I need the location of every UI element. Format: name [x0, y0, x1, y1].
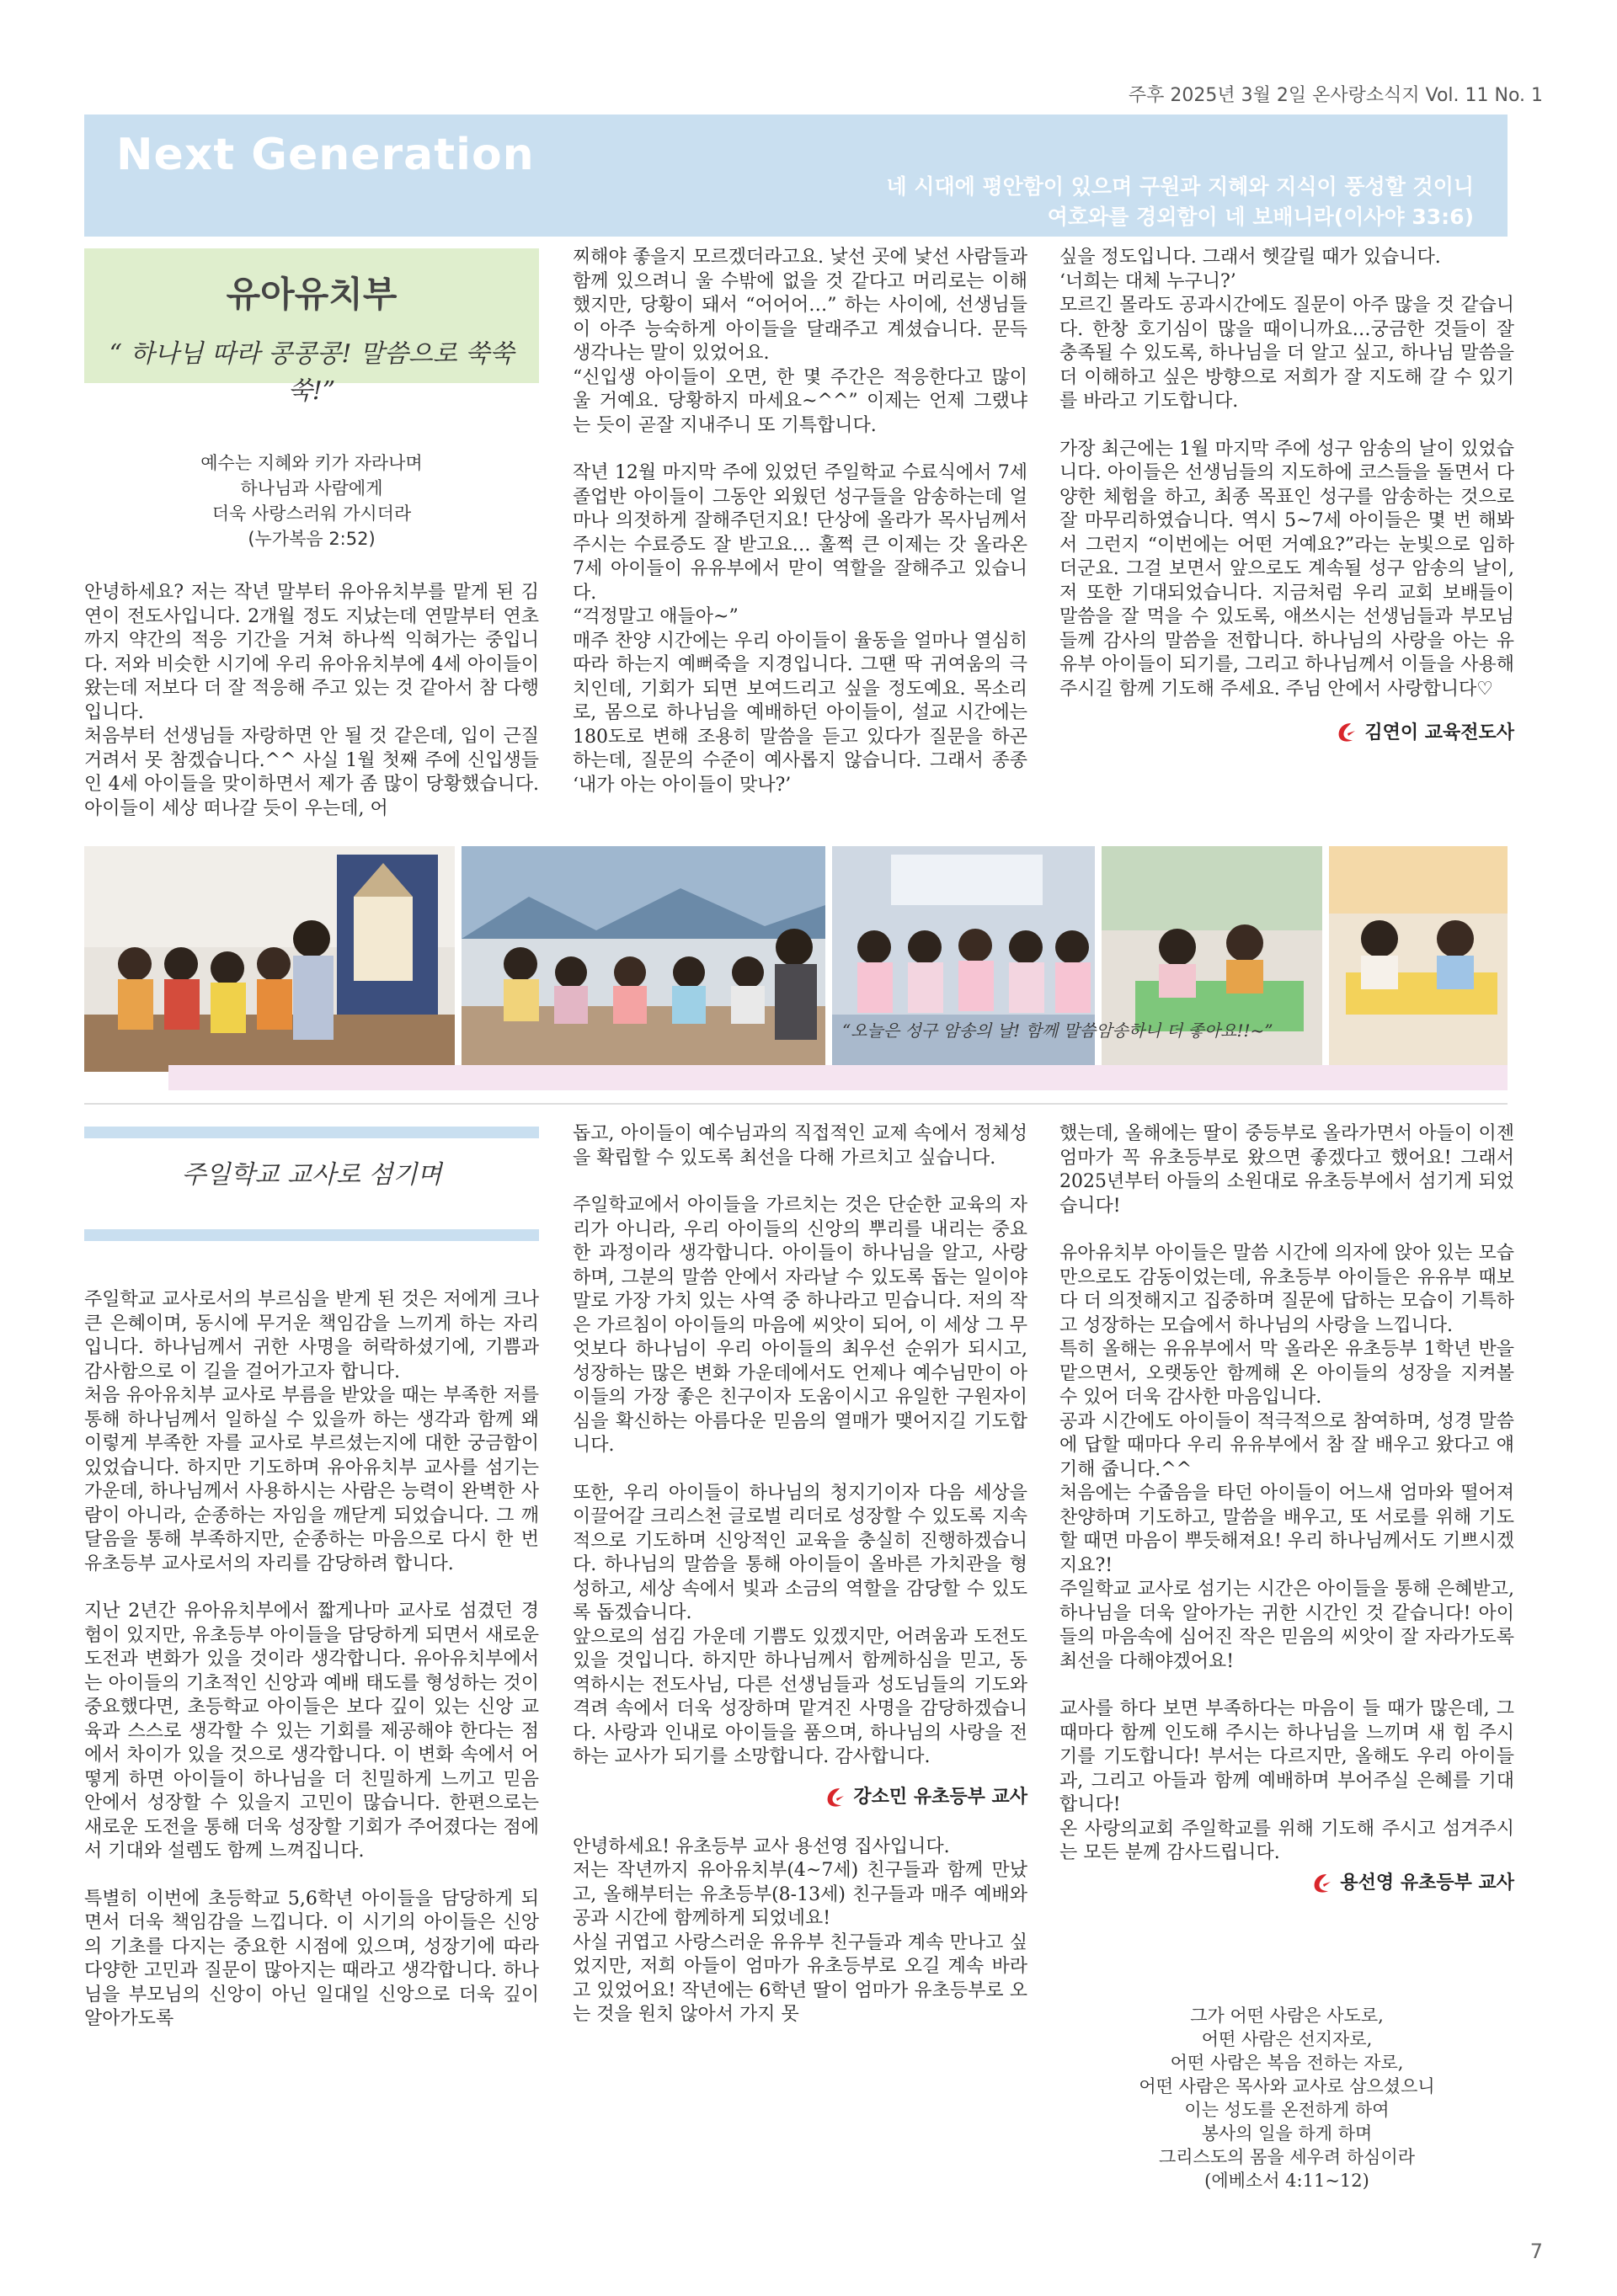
- paragraph: 유아유치부 아이들은 말씀 시간에 의자에 앉아 있는 모습만으로도 감동이었는데, 유초등부 아이들은 유유부 때보다 더 의젓해지고 집중하며 질문에 답하는 모습이 기특하고 성장하는 모습에서 하나님의 사랑을 느낍니다. 특히 올해는 유유부에서 막 올라온 유초등부 1학년 반을 맡으면서, 오랫동안 함께해 온 아이들의 성장을 지켜볼 수 있어 더욱 감사한 마음입니다. 공과 시간에도 아이들이 적극적으로 참여하며, 성경 말씀에 답할 때마다 우리 유유부에서 참 잘 배우고 왔다고 얘기해 줍니다.^^ 처음에는 수줍음을 타던 아이들이 어느새 엄마와 떨어져 찬양하며 기도하고, 말씀을 배우고, 또 서로를 위해 기도할 때면 마음이 뿌듯해져요! 우리 하나님께서도 기쁘시겠지요?! 주일학교 교사로 섬기는 시간은 아이들을 통해 은혜받고, 하나님을 더욱 알아가는 귀한 시간인 것 같습니다! 아이들의 마음속에 심어진 작은 믿음의 씨앗이 잘 자라가도록 최선을 다해야겠어요!: [1059, 1243, 1514, 1672]
- author-name: 김연이 교육전도사: [1364, 721, 1514, 743]
- photo-children-costumes: [84, 846, 455, 1072]
- paragraph: 또한, 우리 아이들이 하나님의 청지기이자 다음 세상을 이끌어갈 크리스천 글로벌 리더로 성장할 수 있도록 지속적으로 기도하며 신앙적인 교육을 충실히 진행하겠습니다. 하나님의 말씀을 통해 아이들이 올바른 가치관을 형성하고, 세상 속에서 빛과 소금의 역할을 감당할 수 있도록 돕겠습니다. 앞으로의 섬김 가운데 기쁨도 있겠지만, 어려움과 도전도 있을 것입니다. 하지만 하나님께서 함께하심을 믿고, 동역하시는 전도사님, 다른 선생님들과 성도님들의 기도와 격려 속에서 더욱 성장하며 맡겨진 사명을 감당하겠습니다. 사랑과 인내로 아이들을 품으며, 하나님의 사랑을 전하는 교사가 되기를 소망합니다. 감사합니다.: [573, 1482, 1027, 1767]
- church-logo-icon: [821, 1785, 846, 1810]
- article1-column2: [573, 246, 1027, 821]
- article2-title: 주일학교 교사로 섬기며: [181, 1160, 442, 1190]
- article2-column1: [84, 1288, 539, 2055]
- title-bar-bottom: [84, 1229, 539, 1241]
- paragraph: 가장 최근에는 1월 마지막 주에 성구 암송의 날이 있었습니다. 아이들은 선생님들의 지도하에 코스들을 돌면서 다양한 체험을 하고, 최종 목표인 성구를 암송하는 것으로 잘 마무리하였습니다. 역시 5~7세 아이들은 몇 번 해봐서 그런지 “이번에는 어떤 거예요?”라는 눈빛으로 임하더군요. 그걸 보면서 앞으로도 계속될 성구 암송의 날이, 저 또한 기대되었습니다. 지금처럼 우리 교회 보배들이 말씀을 잘 먹을 수 있도록, 애쓰시는 선생님들과 부모님들께 감사의 말씀을 전합니다. 하나님의 사랑을 아는 유유부 아이들이 되기를, 그리고 하나님께서 이들을 사용해 주시길 함께 기도해 주세요. 주님 안에서 사랑합니다♡: [1059, 438, 1514, 700]
- paragraph: 지난 2년간 유아유치부에서 짧게나마 교사로 섬겼던 경험이 있지만, 유초등부 아이들을 담당하게 되면서 새로운 도전과 변화가 있을 것이라 생각합니다. 유아유치부에서는 아이들의 기초적인 신앙과 예배 태도를 형성하는 것이 중요했다면, 초등학교 아이들은 보다 깊이 있는 신앙 교육과 스스로 생각할 수 있는 기회를 제공해야 한다는 점에서 차이가 있을 것으로 생각합니다. 이 변화 속에서 어떻게 하면 아이들이 하나님을 더 친밀하게 느끼고 믿음 안에서 성장할 수 있을지 고민이 많습니다. 한편으로는 새로운 도전을 통해 더욱 성장할 기회가 주어졌다는 점에서 기대와 설렘도 함께 느껴집니다.: [84, 1601, 539, 1862]
- paragraph: 작년 12월 마지막 주에 있었던 주일학교 수료식에서 7세 졸업반 아이들이 그동안 외웠던 성구들을 암송하는데 얼마나 의젓하게 잘해주던지요! 단상에 올라가 목사님께서 주시는 수료증도 잘 받고요… 훌쩍 큰 이제는 갓 올라온 7세 아이들이 유유부에서 맏이 역할을 잘해주고 있습니다. “걱정말고 애들아~” 매주 찬양 시간에는 우리 아이들이 율동을 얼마나 열심히 따라 하는지 예뻐죽을 지경입니다. 그땐 딱 귀여움의 극치인데, 기회가 되면 보여드리고 싶을 정도예요. 목소리로, 몸으로 하나님을 예배하던 아이들이, 설교 시간에는 180도로 변해 조용히 말씀을 듣고 있다가 질문을 하곤 하는데, 질문의 수준이 예사롭지 않습니다. 그래서 종종 ‘내가 아는 아이들이 맞나?’: [573, 462, 1027, 796]
- department-box: [84, 248, 539, 406]
- paragraph: 교사를 하다 보면 부족하다는 마음이 들 때가 많은데, 그때마다 함께 인도해 주시는 하나님을 느끼며 새 힘 주시기를 기도합니다! 부서는 다르지만, 올해도 우리 아이들과, 그리고 아들과 함께 예배하며 부어주실 은혜를 기대합니다! 온 사랑의교회 주일학교를 위해 기도해 주시고 섬겨주시는 모든 분께 감사드립니다.: [1059, 1698, 1514, 1863]
- church-logo-icon: [1332, 720, 1358, 745]
- photo-children-activity: [1329, 846, 1508, 1072]
- paragraph: 주일학교 교사로서의 부르심을 받게 된 것은 저에게 크나큰 은혜이며, 동시에 무거운 책임감을 느끼게 하는 자리입니다. 하나님께서 귀한 사명을 허락하셨기에, 기쁨과 감사함으로 이 길을 걸어가고자 합니다. 처음 유아유치부 교사로 부름을 받았을 때는 부족한 저를 통해 하나님께서 일하실 수 있을까 하는 생각과 함께 왜 이렇게 부족한 자를 교사로 부르셨는지에 대한 궁금함이 있었습니다. 하지만 기도하며 유아유치부 교사를 섬기는 가운데, 하나님께서 사용하시는 사람은 능력이 완벽한 사람이 아니라, 순종하는 자임을 깨닫게 되었습니다. 그 깨달음을 통해 부족하지만, 순종하는 마음으로 다시 한 번 유초등부 교사로서의 자리를 감당하려 합니다.: [84, 1289, 539, 1574]
- paragraph: 안녕하세요? 저는 작년 말부터 유아유치부를 맡게 된 김연이 전도사입니다. 2개월 정도 지났는데 연말부터 연초까지 약간의 적응 기간을 거쳐 하나씩 익혀가는 중입니다. 저와 비슷한 시기에 우리 유아유치부에 4세 아이들이 왔는데 저보다 더 잘 적응해 주고 있는 것 같아서 참 다행입니다. 처음부터 선생님들 자랑하면 안 될 것 같은데, 입이 근질거려서 못 참겠습니다.^^ 사실 1월 첫째 주에 신입생들인 4세 아이들을 맞이하면서 제가 좀 많이 당황했습니다. 아이들이 세상 떠나갈 듯이 우는데, 어: [84, 582, 539, 819]
- page-number: 7: [1529, 2240, 1543, 2263]
- paragraph: 찌해야 좋을지 모르겠더라고요. 낯선 곳에 낯선 사람들과 함께 있으려니 울 수밖에 없을 것 같다고 머리로는 이해했지만, 당황이 돼서 “어어어…” 하는 사이에, 선생님들이 아주 능숙하게 아이들을 달래주고 계셨습니다. 문득 생각나는 말이 있었어요. “신입생 아이들이 오면, 한 몇 주간은 적응한다고 많이 울 거예요. 당황하지 마세요~^^” 이제는 언제 그랬냐는 듯이 곧잘 지내주니 또 기특합니다.: [573, 247, 1027, 436]
- photo-strip: [84, 846, 1508, 1072]
- photo-children-seated: [462, 846, 825, 1072]
- department-name: 유아유치부: [226, 274, 398, 315]
- church-logo-icon: [1308, 1871, 1333, 1896]
- paragraph: 주일학교에서 아이들을 가르치는 것은 단순한 교육의 자리가 아니라, 우리 아이들의 신앙의 뿌리를 내리는 중요한 과정이라 생각합니다. 아이들이 하나님을 알고, 사랑하며, 그분의 말씀 안에서 자라날 수 있도록 돕는 일이야말로 가장 가치 있는 사역 중 하나라고 믿습니다. 저의 작은 가르침이 아이들의 마음에 씨앗이 되어, 이 세상 그 무엇보다 하나님이 우리 아이들의 최우선 순위가 되시고, 성장하는 많은 변화 가운데에서도 언제나 예수님만이 아이들의 가장 좋은 친구이자 도움이시고 유일한 구원자이심을 확신하는 아름다운 믿음의 열매가 맺어지길 기도합니다.: [573, 1195, 1027, 1456]
- author-signature: [1059, 720, 1514, 745]
- author-name: 강소민 유초등부 교사: [853, 1786, 1027, 1809]
- department-slogan: “ 하나님 따라 콩콩콩! 말씀으로 쑥쑥쑥!”: [109, 339, 515, 406]
- issue-meta: 주후 2025년 3월 2일 온사랑소식지 Vol. 11 No. 1: [1128, 85, 1543, 106]
- article1-column3: [1059, 246, 1514, 745]
- closing-scripture: 그가 어떤 사람은 사도로, 어떤 사람은 선지자로, 어떤 사람은 복음 전하는 자로, 어떤 사람은 목사와 교사로 삼으셨으니 이는 성도를 온전하게 하여 봉사의 일을 하게 하며 그리스도의 몸을 세우려 하심이라 (에베소서 4:11~12): [1139, 2006, 1435, 2191]
- author-name: 용선영 유초등부 교사: [1340, 1872, 1514, 1894]
- banner-verse-line-2: 여호와를 경외함이 네 보배니라(이사야 33:6): [1047, 205, 1474, 229]
- paragraph: 돕고, 아이들이 예수님과의 직접적인 교제 속에서 정체성을 확립할 수 있도록 최선을 다해 가르치고 싶습니다.: [573, 1123, 1027, 1169]
- section-banner: [84, 115, 1508, 237]
- paragraph: 했는데, 올해에는 딸이 중등부로 올라가면서 아들이 이젠 엄마가 꼭 유초등부로 왔으면 좋겠다고 했어요! 그래서 2025년부터 아들의 소원대로 유초등부에서 섬기게 되었습니다!: [1059, 1123, 1514, 1217]
- banner-title: Next Generation: [116, 130, 535, 180]
- author-signature: [1059, 1871, 1514, 1896]
- scripture-quote: 예수는 지혜와 키가 자라나며 하나님과 사람에게 더욱 사랑스러워 가시더라 (누가복음 2:52): [200, 453, 423, 549]
- article1-column1: [84, 581, 539, 844]
- banner-verse: [886, 172, 1474, 232]
- banner-verse-line-1: 네 시대에 평안함이 있으며 구원과 지혜와 지식이 풍성할 것이니: [886, 174, 1474, 199]
- paragraph: 싶을 정도입니다. 그래서 헷갈릴 때가 있습니다. ‘너희는 대체 누구니?’ 모르긴 몰라도 공과시간에도 질문이 아주 많을 것 같습니다. 한창 호기심이 많을 때이니까요…궁금한 것들이 잘 충족될 수 있도록, 하나님을 더 알고 싶고, 하나님 말씀을 더 이해하고 싶은 방향으로 저희가 잘 지도해 갈 수 있기를 바라고 기도합니다.: [1059, 247, 1514, 412]
- section-divider: [84, 1103, 1508, 1105]
- paragraph: 특별히 이번에 초등학교 5,6학년 아이들을 담당하게 되면서 더욱 책임감을 느낍니다. 이 시기의 아이들은 신앙의 기초를 다지는 중요한 시점에 있으며, 성장기에 따라 다양한 고민과 질문이 많아지는 때라고 생각합니다. 하나님을 부모님의 신앙이 아닌 일대일 신앙으로 더욱 깊이 알아가도록: [84, 1888, 539, 2029]
- article2-column3: [1059, 1122, 1514, 1896]
- title-bar-top: [84, 1127, 539, 1138]
- article2-column2: [573, 1122, 1027, 2051]
- photo-caption-bar: [168, 1065, 1508, 1090]
- paragraph: 안녕하세요! 유초등부 교사 용선영 집사입니다. 저는 작년까지 유아유치부(4~7세) 친구들과 함께 만났고, 올해부터는 유초등부(8-13세) 친구들과 매주 예배와 공과 시간에 함께하게 되었네요! 사실 귀엽고 사랑스러운 유유부 친구들과 계속 만나고 싶었지만, 저희 아들이 엄마가 유초등부로 오길 계속 바라고 있었어요! 작년에는 6학년 딸이 엄마가 유초등부로 오는 것을 원치 않아서 가지 못: [573, 1835, 1027, 2025]
- photo-caption: “오늘은 성구 암송의 날! 함께 말씀암송하니 더 좋아요!!~”: [842, 1020, 1273, 1041]
- author-signature: [573, 1785, 1027, 1810]
